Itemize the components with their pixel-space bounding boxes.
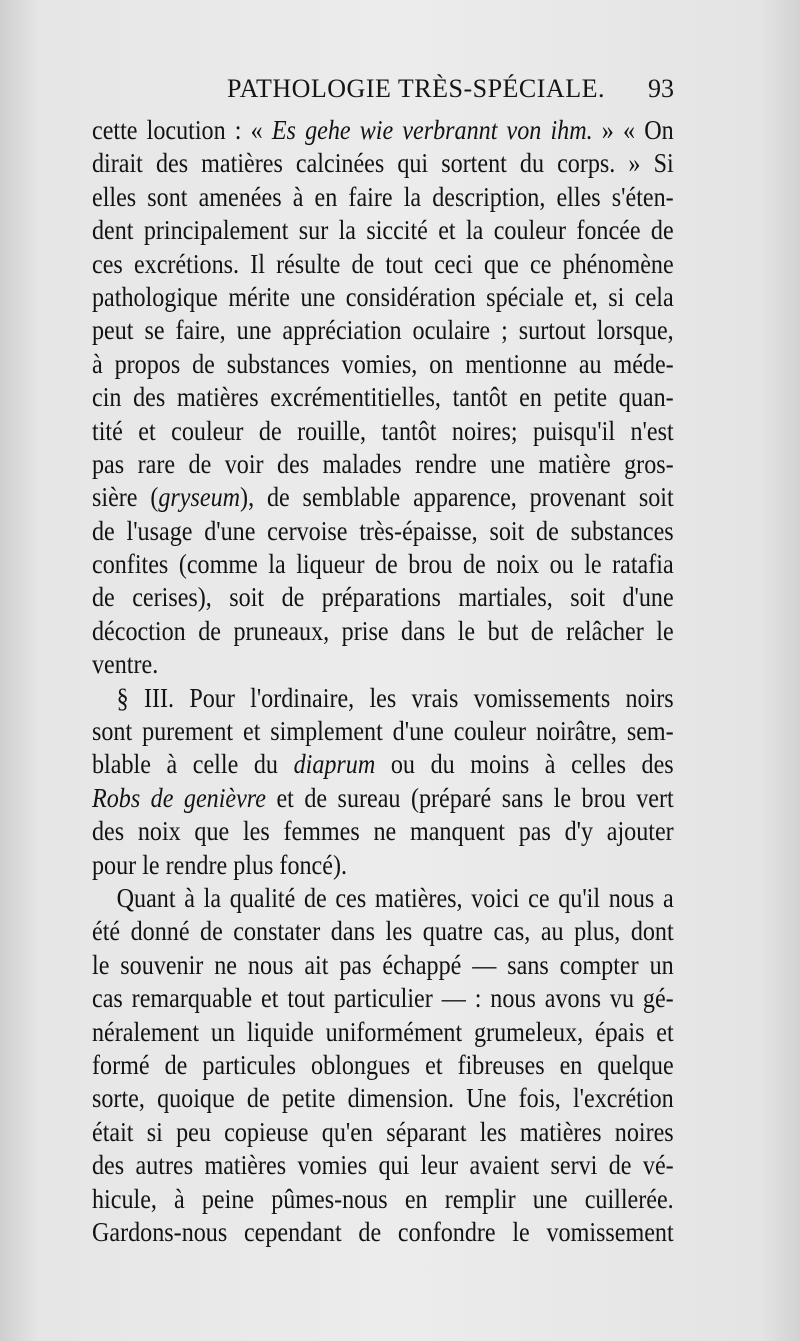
page-number: 93 xyxy=(648,74,674,103)
text-line: tité et couleur de rouille, tantôt noires; puisqu'il n'est xyxy=(92,415,674,446)
text-line: de l'usage d'une cervoise très-épaisse, soit de substances xyxy=(92,515,674,546)
text-line: formé de particules oblongues et fibreuses en quelque xyxy=(92,1049,674,1080)
text-line: elles sont amenées à en faire la description, elles s'éten- xyxy=(92,181,674,212)
text-line: sont purement et simplement d'une couleur noirâtre, sem- xyxy=(92,716,674,747)
text-line: peut se faire, une appréciation oculaire ; surtout lorsque, xyxy=(92,315,674,346)
text-line: ventre. xyxy=(92,649,159,680)
text-line: cas remarquable et tout particulier — : nous avons vu gé- xyxy=(92,983,674,1014)
text-line: Gardons-nous cependant de confondre le vomissement xyxy=(92,1216,674,1247)
text-line: le souvenir ne nous ait pas échappé — sans compter un xyxy=(92,949,674,980)
text-line: était si peu copieuse qu'en séparant les matières noires xyxy=(92,1116,674,1147)
text-line: de cerises), soit de préparations martiales, soit d'une xyxy=(92,582,674,613)
body-text xyxy=(92,114,674,1249)
text-line: hicule, à peine pûmes-nous en remplir une cuillerée. xyxy=(92,1183,674,1214)
text-line: pathologique mérite une considération spéciale et, si cela xyxy=(92,281,674,312)
text-line: été donné de constater dans les quatre cas, au plus, dont xyxy=(92,916,674,947)
text-line: cin des matières excrémentitielles, tantôt en petite quan- xyxy=(92,382,674,413)
text-line: Robs de genièvre et de sureau (préparé sans le brou vert xyxy=(92,782,674,813)
text-line: pas rare de voir des malades rendre une matière gros- xyxy=(92,448,674,479)
text-line: des noix que les femmes ne manquent pas d'y ajouter xyxy=(92,816,674,847)
running-title: PATHOLOGIE TRÈS-SPÉCIALE. xyxy=(227,74,605,103)
text-line: confites (comme la liqueur de brou de noix ou le ratafia xyxy=(92,549,674,580)
section-heading-line: § III. Pour l'ordinaire, les vrais vomissements noirs xyxy=(116,682,674,713)
text-line: à propos de substances vomies, on mentionne au méde- xyxy=(92,348,674,379)
text-line: blable à celle du diaprum ou du moins à celles des xyxy=(92,749,674,780)
running-header xyxy=(92,74,674,110)
text-line: dirait des matières calcinées qui sortent du corps. » Si xyxy=(92,148,674,179)
text-line: pour le rendre plus foncé). xyxy=(92,849,348,880)
text-line: ces excrétions. Il résulte de tout ceci que ce phénomène xyxy=(92,248,674,279)
text-line: décoction de pruneaux, prise dans le but de relâcher le xyxy=(92,615,674,646)
text-line: dent principalement sur la siccité et la couleur foncée de xyxy=(92,215,674,246)
text-line: cette locution : « Es gehe wie verbrannt von ihm. » « On xyxy=(92,115,674,145)
text-line: des autres matières vomies qui leur avaient servi de vé- xyxy=(92,1150,674,1181)
text-line: Quant à la qualité de ces matières, voici ce qu'il nous a xyxy=(116,882,674,913)
text-line: sorte, quoique de petite dimension. Une fois, l'excrétion xyxy=(92,1083,674,1114)
text-line: sière (gryseum), de semblable apparence, provenant soit xyxy=(92,482,674,513)
text-line: néralement un liquide uniformément grumeleux, épais et xyxy=(92,1016,674,1047)
